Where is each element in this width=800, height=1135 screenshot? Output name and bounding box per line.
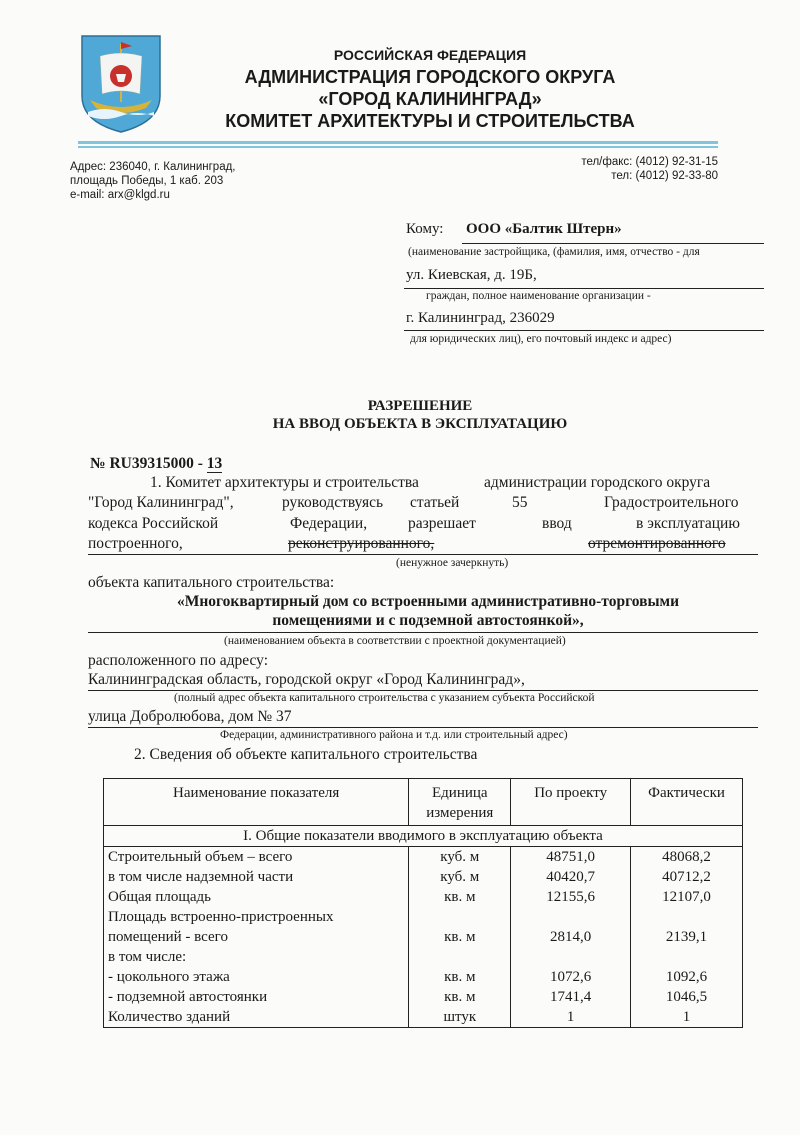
options-underline — [88, 554, 758, 555]
col-header-actual: Фактически — [631, 779, 743, 826]
document-subtitle: НА ВВОД ОБЪЕКТА В ЭКСПЛУАТАЦИЮ — [272, 416, 568, 432]
permit-number-suffix: 13 — [206, 455, 223, 472]
header-country: РОССИЙСКАЯ ФЕДЕРАЦИЯ — [333, 47, 527, 63]
p1-line2-a: "Город Калининград", — [88, 494, 234, 511]
object-name-line-1: «Многоквартирный дом со встроенными административно-торговыми — [176, 593, 680, 610]
row-project: 40420,7 — [546, 869, 596, 885]
p1-line3-a: кодекса Российской — [88, 515, 219, 532]
row-project: 1072,6 — [550, 969, 592, 985]
p1-line2-e: Градостроительного — [604, 494, 739, 511]
row-actual: 12107,0 — [662, 889, 711, 905]
sender-phones — [581, 155, 718, 183]
section-2-heading: 2. Сведения об объекте капитального строительства — [134, 746, 478, 763]
recipient-city: г. Калининград, 236029 — [406, 310, 555, 326]
row-name: в том числе надземной части — [108, 869, 294, 885]
recipient-hint-3: для юридических лиц), его почтовый индекс и адрес) — [410, 333, 672, 345]
row-name: в том числе: — [108, 949, 187, 965]
object-address-1-underline — [88, 690, 758, 691]
table-section-row — [104, 826, 743, 847]
hint-cross-out: (ненужное зачеркнуть) — [396, 557, 509, 569]
row-name: - цокольного этажа — [108, 969, 230, 985]
permit-number — [90, 455, 222, 473]
coat-of-arms-emblem — [80, 34, 162, 134]
header-administration — [200, 66, 660, 132]
p1-line2-d: 55 — [512, 494, 528, 511]
row-name: Площадь встроенно-пристроенных — [108, 909, 334, 925]
recipient-city-line — [404, 330, 764, 331]
row-unit: кв. м — [444, 989, 476, 1005]
permit-number-prefix: № RU39315000 - — [90, 455, 207, 472]
p1-line3-e: в эксплуатацию — [636, 515, 740, 532]
p1-line3-c: разрешает — [408, 515, 476, 532]
header-line-3: КОМИТЕТ АРХИТЕКТУРЫ И СТРОИТЕЛЬСТВА — [225, 111, 635, 131]
location-label: расположенного по адресу: — [88, 652, 268, 669]
actual-column — [631, 847, 743, 1028]
option-repaired-struck: отремонтированного — [588, 535, 726, 552]
row-actual: 1046,5 — [665, 989, 708, 1005]
object-address-2: улица Добролюбова, дом № 37 — [88, 708, 292, 725]
email: e-mail: arx@klgd.ru — [70, 189, 170, 201]
table-data-block — [104, 847, 743, 1028]
project-column — [511, 847, 631, 1028]
row-project: 1741,4 — [550, 989, 592, 1005]
object-address-2-underline — [88, 727, 758, 728]
p1-line2-b: руководствуясь — [282, 494, 384, 511]
row-unit: штук — [443, 1009, 477, 1025]
header-divider-thin — [78, 146, 718, 148]
indicator-column — [104, 847, 409, 1028]
object-name-line-2: помещениями и с подземной автостоянкой», — [272, 612, 584, 629]
unit-column — [409, 847, 511, 1028]
recipient-hint-2: граждан, полное наименование организации - — [426, 290, 651, 302]
row-actual — [635, 907, 738, 927]
row-unit: куб. м — [440, 849, 480, 865]
row-project: 1 — [566, 1009, 575, 1025]
hint-address-1: (полный адрес объекта капитального строительства с указанием субъекта Российской — [174, 692, 595, 704]
row-project: 12155,6 — [546, 889, 596, 905]
recipient-name: ООО «Балтик Штерн» — [466, 221, 622, 237]
row-unit: кв. м — [444, 969, 476, 985]
header-line-1: АДМИНИСТРАЦИЯ ГОРОДСКОГО ОКРУГА — [244, 67, 616, 87]
row-project: 2814,0 — [550, 929, 592, 945]
object-label: объекта капитального строительства: — [88, 574, 335, 591]
col-header-indicator: Наименование показателя — [104, 779, 409, 826]
col-header-unit: Единица измерения — [409, 779, 511, 826]
p1-line1-tail: администрации городского округа — [484, 474, 711, 491]
row-actual — [635, 947, 738, 967]
table-header-row — [104, 779, 743, 826]
document-title: РАЗРЕШЕНИЕ — [367, 398, 473, 414]
row-unit — [413, 907, 506, 927]
row-actual: 2139,1 — [665, 929, 708, 945]
row-actual: 40712,2 — [662, 869, 711, 885]
address-line-2: площадь Победы, 1 каб. 203 — [70, 175, 224, 187]
row-actual: 1 — [682, 1009, 691, 1025]
row-name: - подземной автостоянки — [108, 989, 268, 1005]
phone: тел: (4012) 92-33-80 — [611, 170, 718, 182]
row-actual: 48068,2 — [662, 849, 711, 865]
recipient-name-line — [462, 243, 764, 244]
telfax: тел/факс: (4012) 92-31-15 — [581, 156, 718, 168]
row-project: 48751,0 — [546, 849, 596, 865]
hint-address-2: Федерации, административного района и т.д. или строительный адрес) — [220, 729, 568, 741]
row-unit — [413, 947, 506, 967]
row-actual: 1092,6 — [665, 969, 708, 985]
option-reconstructed-struck: реконструированного, — [288, 535, 435, 552]
row-project — [515, 907, 626, 927]
p1-line2-c: статьей — [410, 494, 460, 511]
header-divider — [78, 141, 718, 144]
row-name: Общая площадь — [108, 889, 212, 905]
hint-object-name: (наименованием объекта в соответствии с проектной документацией) — [224, 635, 566, 647]
p1-line1-lead: 1. Комитет архитектуры и строительства — [150, 474, 419, 491]
object-address-1: Калининградская область, городской округ «Город Калининград», — [88, 671, 525, 688]
object-name-underline — [88, 632, 758, 633]
address-line-1: Адрес: 236040, г. Калининград, — [70, 161, 236, 173]
row-unit: куб. м — [440, 869, 480, 885]
recipient-street-line — [404, 288, 764, 289]
row-unit: кв. м — [444, 889, 476, 905]
object-parameters-table — [103, 778, 743, 1028]
row-name: Строительный объем – всего — [108, 849, 293, 865]
row-project — [515, 947, 626, 967]
option-built: построенного, — [88, 535, 183, 552]
recipient-hint-1: (наименование застройщика, (фамилия, имя, отчество - для — [408, 246, 700, 258]
col-header-project: По проекту — [511, 779, 631, 826]
p1-line3-d: ввод — [542, 515, 572, 532]
row-unit: кв. м — [444, 929, 476, 945]
to-label: Кому: — [406, 221, 444, 237]
header-line-2: «ГОРОД КАЛИНИНГРАД» — [318, 89, 542, 109]
p1-line3-b: Федерации, — [290, 515, 368, 532]
row-name: Количество зданий — [108, 1009, 231, 1025]
sender-address — [70, 160, 236, 202]
row-name: помещений - всего — [108, 929, 228, 945]
recipient-street: ул. Киевская, д. 19Б, — [406, 267, 537, 283]
section-title: I. Общие показатели вводимого в эксплуатацию объекта — [104, 826, 743, 847]
